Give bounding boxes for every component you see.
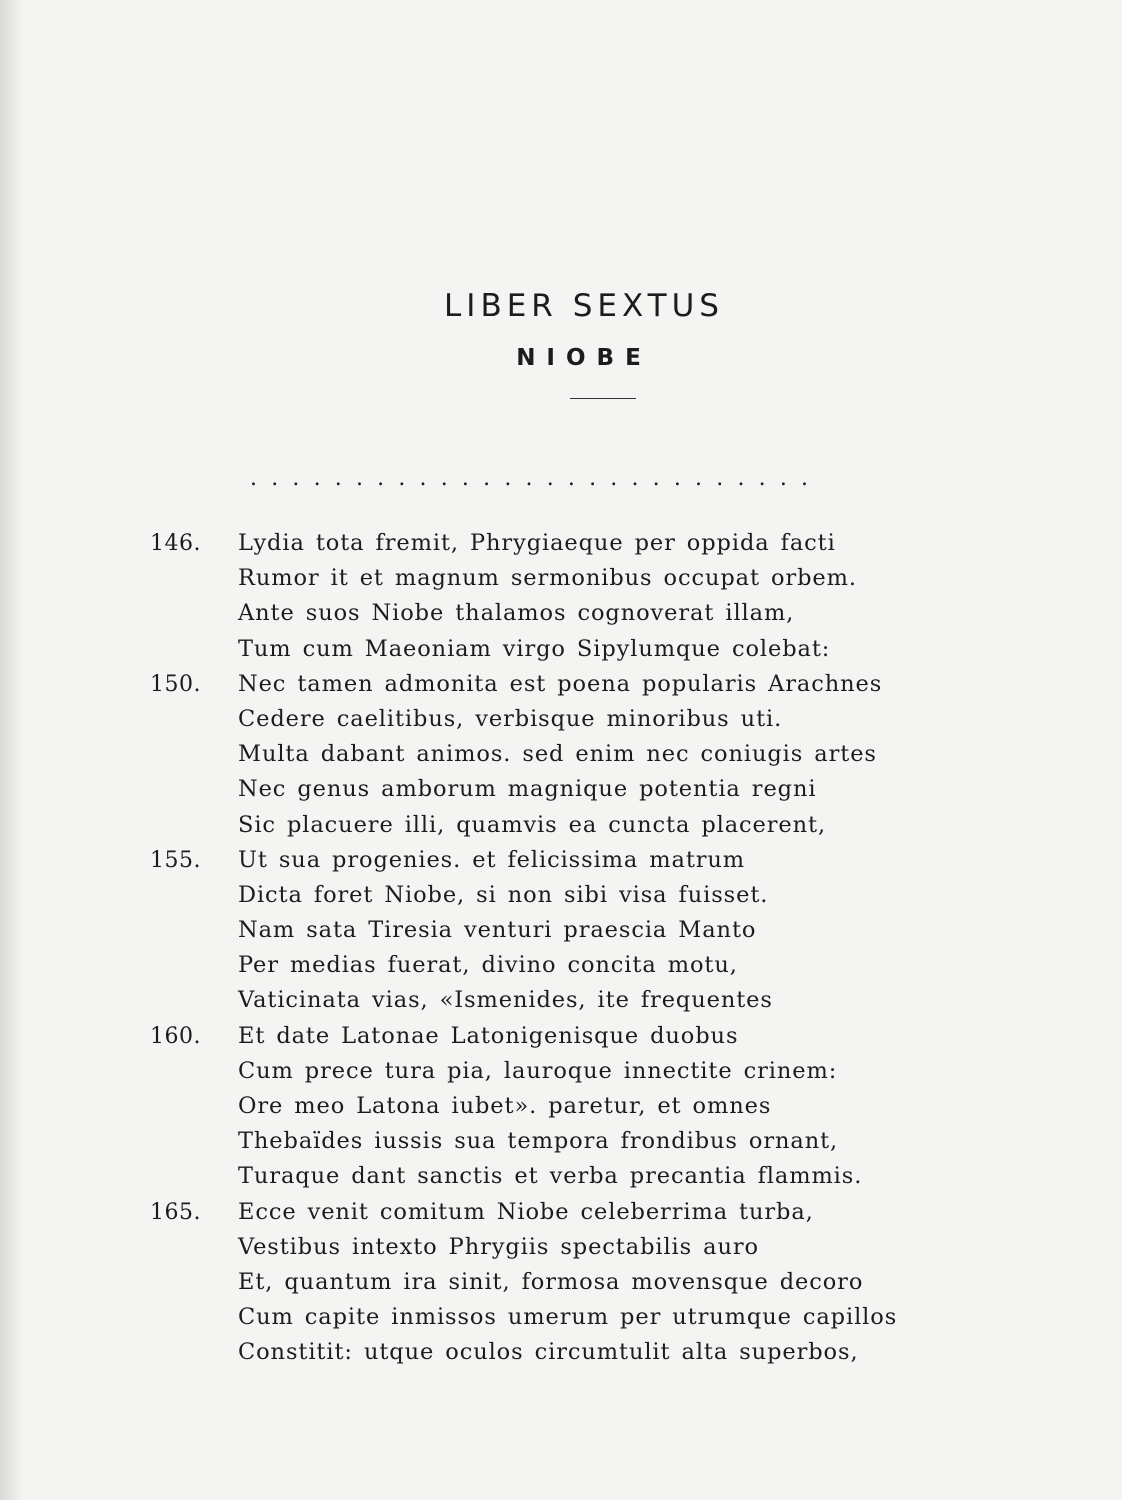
- poem-line: [150, 561, 950, 596]
- line-text: Nec tamen admonita est poena popularis Arachnes: [238, 670, 883, 697]
- line-text: Turaque dant sanctis et verba precantia flammis.: [238, 1163, 863, 1190]
- line-text: Cum prece tura pia, lauroque innectite crinem:: [238, 1057, 838, 1084]
- poem-line: [150, 1300, 950, 1335]
- omission-dots: ...........................: [250, 466, 823, 491]
- poem-line: [150, 1019, 950, 1054]
- poem-line: [150, 808, 950, 843]
- line-text: Multa dabant animos. sed enim nec coniugis artes: [238, 741, 877, 768]
- page-edge-shadow: [0, 0, 22, 1500]
- line-text: Rumor it et magnum sermonibus occupat orbem.: [238, 565, 857, 592]
- line-text: Ore meo Latona iubet». paretur, et omnes: [238, 1093, 772, 1119]
- line-text: Ecce venit comitum Niobe celeberrima turba,: [238, 1198, 814, 1225]
- poem-line: [150, 1124, 950, 1159]
- line-text: Nec genus amborum magnique potentia regni: [238, 776, 817, 803]
- poem-line: [150, 667, 950, 702]
- line-text: Dicta foret Niobe, si non sibi visa fuisset.: [238, 881, 769, 908]
- poem-line: [150, 1335, 950, 1370]
- line-number: 160.: [150, 1023, 201, 1049]
- poem-line: [150, 913, 950, 948]
- line-text: Cum capite inmissos umerum per utrumque capillos: [238, 1304, 898, 1331]
- poem-line: [150, 526, 950, 561]
- poem-line: [150, 948, 950, 983]
- line-text: Thebaïdes iussis sua tempora frondibus ornant,: [238, 1128, 839, 1155]
- line-number: 146.: [150, 531, 201, 556]
- poem-line: [150, 1159, 950, 1194]
- line-text: Cedere caelitibus, verbisque minoribus uti.: [238, 705, 783, 732]
- poem-line: [150, 632, 950, 667]
- line-number: 150.: [150, 671, 201, 697]
- poem-line: [150, 1089, 950, 1124]
- line-text: Vaticinata vias, «Ismenides, ite frequentes: [238, 987, 773, 1014]
- book-title: LIBER SEXTUS: [444, 288, 724, 324]
- poem-line: [150, 878, 950, 913]
- chapter-title: NIOBE: [516, 345, 652, 371]
- title-divider: [570, 398, 636, 399]
- line-text: Et date Latonae Latonigenisque duobus: [238, 1022, 739, 1049]
- poem-text: [150, 526, 950, 1371]
- line-text: Ante suos Niobe thalamos cognoverat illam,: [238, 600, 795, 627]
- line-text: Et, quantum ira sinit, formosa movensque decoro: [238, 1268, 864, 1295]
- line-text: Tum cum Maeoniam virgo Sipylumque colebat:: [238, 635, 831, 662]
- line-text: Constitit: utque oculos circumtulit alta superbos,: [238, 1339, 859, 1366]
- poem-line: [150, 1195, 950, 1230]
- line-number: 165.: [150, 1199, 201, 1225]
- poem-line: [150, 772, 950, 807]
- line-text: Vestibus intexto Phrygiis spectabilis auro: [238, 1233, 759, 1260]
- line-text: Per medias fuerat, divino concita motu,: [238, 952, 738, 979]
- line-text: Ut sua progenies. et felicissima matrum: [238, 846, 746, 873]
- poem-line: [150, 983, 950, 1018]
- poem-line: [150, 1054, 950, 1089]
- line-text: Sic placuere illi, quamvis ea cuncta placerent,: [238, 811, 827, 838]
- poem-line: [150, 702, 950, 737]
- poem-line: [150, 1265, 950, 1300]
- poem-line: [150, 737, 950, 772]
- line-text: Nam sata Tiresia venturi praescia Manto: [238, 917, 757, 944]
- poem-line: [150, 1230, 950, 1265]
- poem-line: [150, 596, 950, 631]
- line-text: Lydia tota fremit, Phrygiaeque per oppida facti: [238, 530, 836, 556]
- poem-line: [150, 843, 950, 878]
- line-number: 155.: [150, 847, 201, 873]
